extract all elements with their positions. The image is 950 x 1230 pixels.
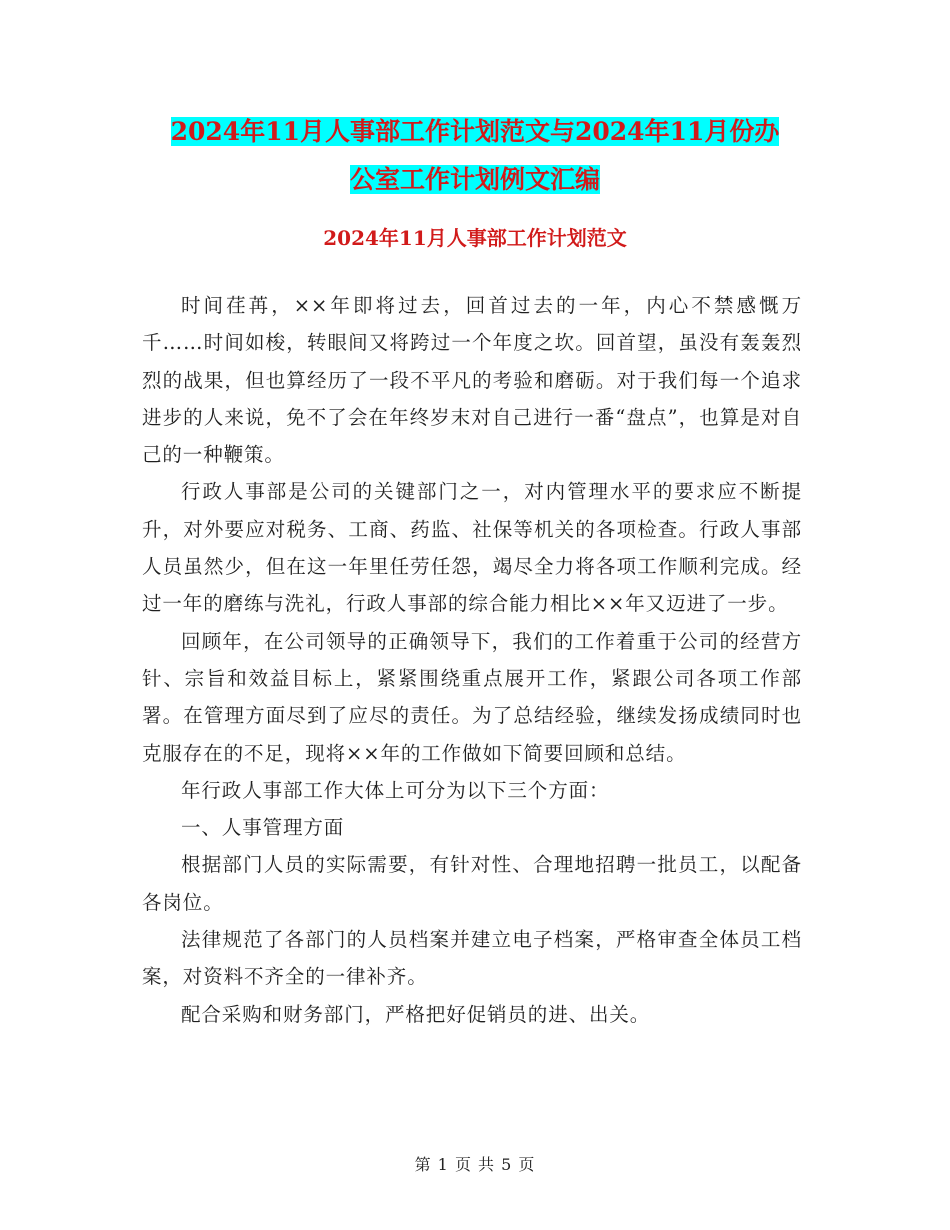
paragraph: 回顾年，在公司领导的正确领导下，我们的工作着重于公司的经营方针、宗旨和效益目标上，紧紧围绕重点展开工作，紧跟公司各项工作部署。在管理方面尽到了应尽的责任。为了总结经验，继续发扬成绩同时也克服存在的不足，现将××年的工作做如下简要回顾和总结。 — [142, 629, 802, 765]
section-heading: 2024年11月人事部工作计划范文 — [323, 226, 627, 250]
page-footer — [0, 1152, 950, 1175]
paragraph: 根据部门人员的实际需要，有针对性、合理地招聘一批员工，以配备各岗位。 — [142, 853, 802, 914]
paragraph: 时间荏苒，××年即将过去，回首过去的一年，内心不禁感慨万千……时间如梭，转眼间又将跨过一个年度之坎。回首望，虽没有轰轰烈烈的战果，但也算经历了一段不平凡的考验和磨砺。对于我们每一个追求进步的人来说，免不了会在年终岁末对自己进行一番“盘点”，也算是对自己的一种鞭策。 — [142, 294, 802, 467]
paragraph: 法律规范了各部门的人员档案并建立电子档案，严格审查全体员工档案，对资料不齐全的一律补齐。 — [142, 928, 802, 989]
document-title-line-2: 公室工作计划例文汇编 — [349, 165, 600, 194]
subsection-heading: 一、人事管理方面 — [181, 816, 345, 840]
document-title — [140, 108, 810, 204]
paragraph: 配合采购和财务部门，严格把好促销员的进、出关。 — [181, 1002, 651, 1026]
document-body — [142, 287, 802, 1033]
paragraph: 行政人事部是公司的关键部门之一，对内管理水平的要求应不断提升，对外要应对税务、工商、药监、社保等机关的各项检查。行政人事部人员虽然少，但在这一年里任劳任怨，竭尽全力将各项工作顺利完成。经过一年的磨练与洗礼，行政人事部的综合能力相比××年又迈进了一步。 — [142, 480, 802, 616]
page-number-label: 第 1 页 共 5 页 — [414, 1155, 536, 1174]
paragraph: 年行政人事部工作大体上可分为以下三个方面： — [181, 778, 610, 802]
document-title-line-1: 2024年11月人事部工作计划范文与2024年11月份办 — [170, 117, 780, 146]
